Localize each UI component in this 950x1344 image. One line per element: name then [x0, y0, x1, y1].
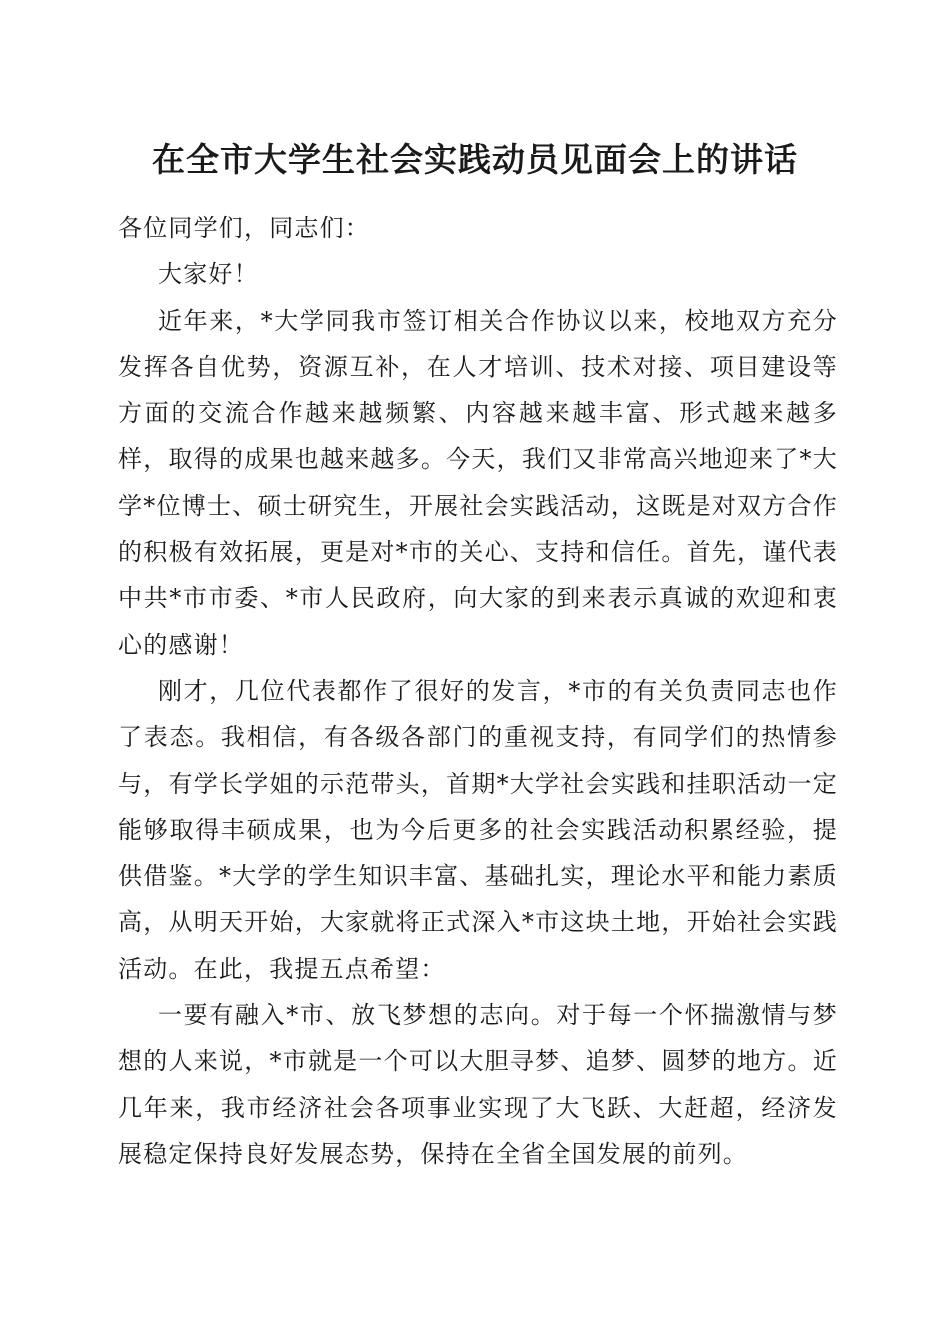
salutation: 各位同学们，同志们： [118, 214, 370, 242]
paragraph: 刚才，几位代表都作了很好的发言，*市的有关负责同志也作了表态。我相信，有各级各部门的重视支持，有同学们的热情参与，有学长学姐的示范带头，首期*大学社会实践和挂职活动一定能够取得丰硕成果，也为今后更多的社会实践活动积累经验，提供借鉴。*大学的学生知识丰富、基础扎实，理论水平和能力素质高，从明天开始，大家就将正式深入*市这块土地，开始社会实践活动。在此，我提五点希望： [118, 676, 838, 983]
document-body [118, 205, 838, 1177]
paragraph: 近年来，*大学同我市签订相关合作协议以来，校地双方充分发挥各自优势，资源互补，在人才培训、技术对接、项目建设等方面的交流合作越来越频繁、内容越来越丰富、形式越来越多样，取得的成果也越来越多。今天，我们又非常高兴地迎来了*大学*位博士、硕士研究生，开展社会实践活动，这既是对双方合作的积极有效拓展，更是对*市的关心、支持和信任。首先，谨代表中共*市市委、*市人民政府，向大家的到来表示真诚的欢迎和衷心的感谢！ [118, 306, 838, 659]
paragraph: 一要有融入*市、放飞梦想的志向。对于每一个怀揣激情与梦想的人来说，*市就是一个可以大胆寻梦、追梦、圆梦的地方。近几年来，我市经济社会各项事业实现了大飞跃、大赶超，经济发展稳定保持良好发展态势，保持在全省全国发展的前列。 [118, 1001, 838, 1168]
greeting: 大家好！ [158, 260, 259, 289]
document-title: 在全市大学生社会实践动员见面会上的讲话 [152, 140, 798, 179]
